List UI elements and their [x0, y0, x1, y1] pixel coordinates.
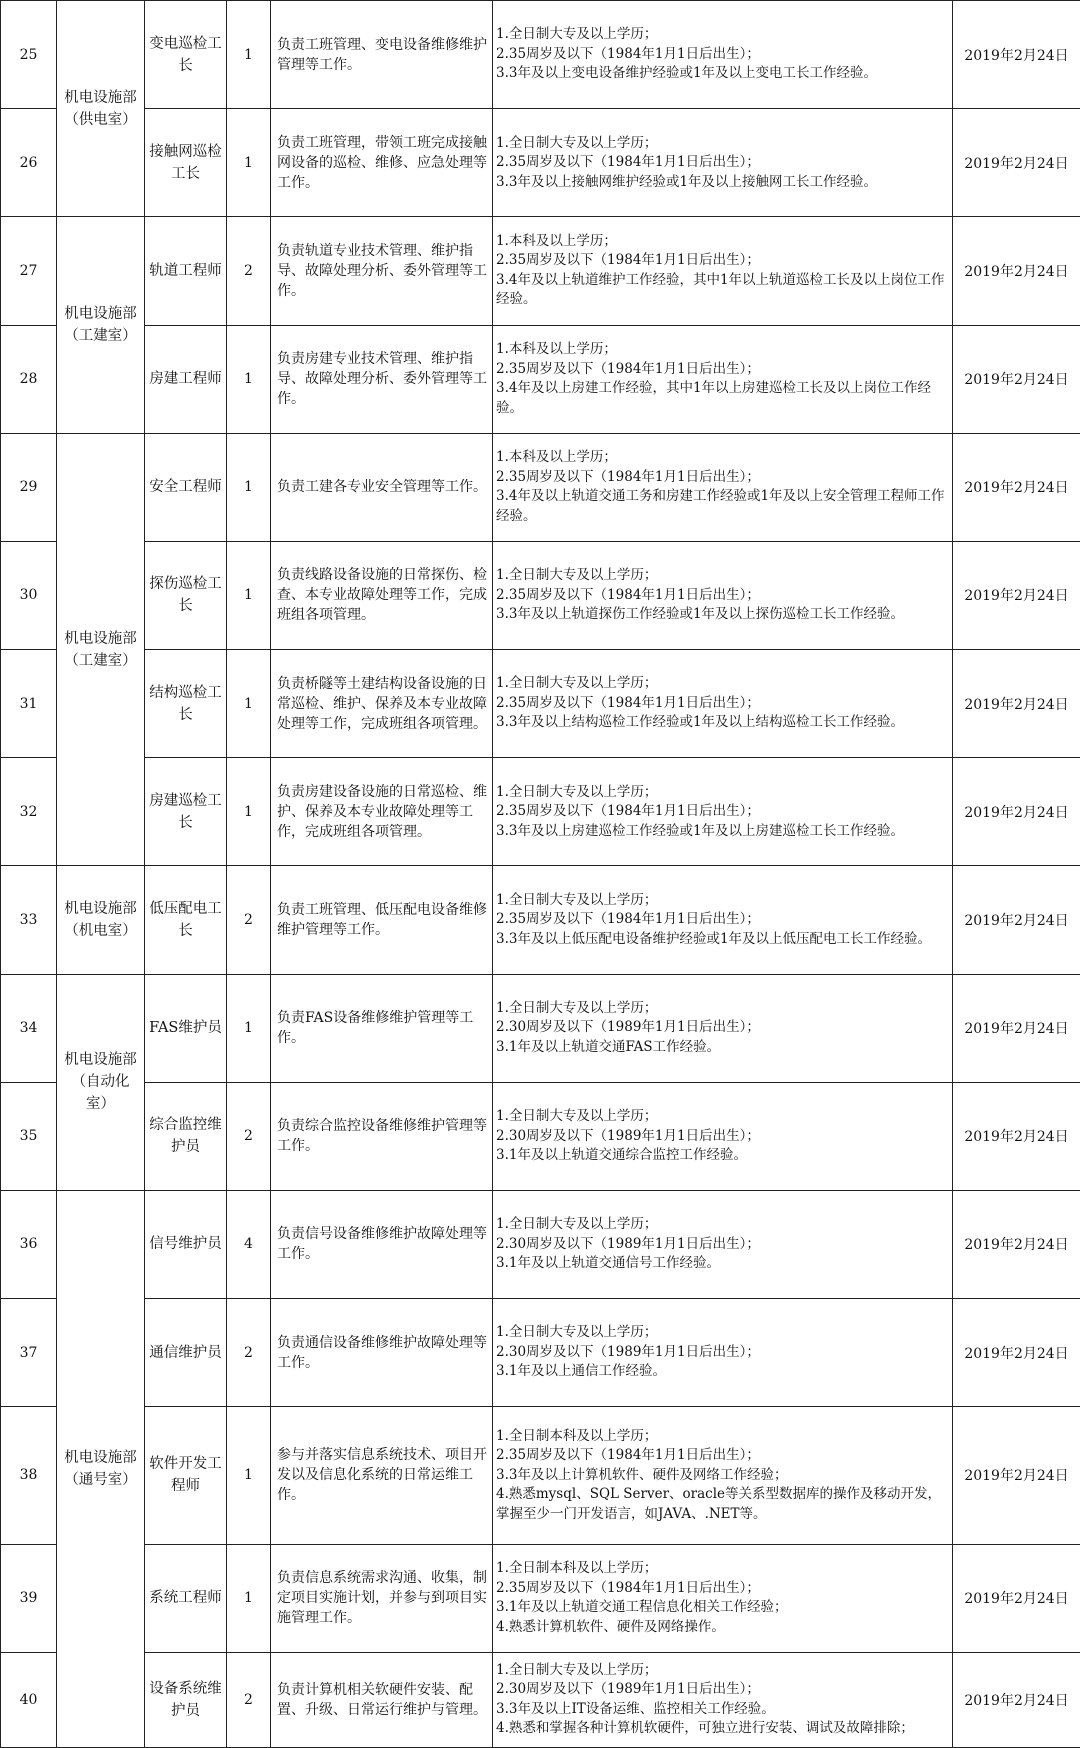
row-number: 30 [1, 541, 57, 649]
post-name: 设备系统维护员 [145, 1652, 227, 1747]
requirement-line: 2.30周岁及以下（1989年1月1日后出生）； [496, 1235, 760, 1252]
requirement-line: 1.全日制大专及以上学历； [496, 1108, 658, 1125]
table-row [1, 109, 1080, 217]
requirement-line: 2.35周岁及以下（1984年1月1日后出生）； [496, 803, 760, 820]
department-cell: 机电设施部（通号室） [57, 1190, 145, 1747]
requirement-line: 3.3年及以上计算机软件、硬件及网络工作经验； [496, 1466, 788, 1483]
requirement-line: 1.全日制大专及以上学历； [496, 567, 658, 584]
post-name: 通信维护员 [145, 1299, 227, 1407]
requirements [493, 1652, 953, 1747]
requirement-line: 1.全日制本科及以上学历； [496, 1427, 658, 1444]
requirement-line: 2.35周岁及以下（1984年1月1日后出生）； [496, 252, 760, 269]
table-row [1, 974, 1080, 1082]
duty-description: 参与并落实信息系统技术、项目开发以及信息化系统的日常运维工作。 [271, 1407, 493, 1544]
duty-description: 负责桥隧等土建结构设备设施的日常巡检、维护、保养及本专业故障处理等工作，完成班组各项管理。 [271, 650, 493, 758]
deadline-date: 2019年2月24日 [953, 217, 1080, 325]
duty-description: 负责工建各专业安全管理等工作。 [271, 433, 493, 541]
deadline-date: 2019年2月24日 [953, 433, 1080, 541]
requirement-line: 3.3年及以上房建巡检工作经验或1年及以上房建巡检工长工作经验。 [496, 822, 905, 839]
requirements [493, 650, 953, 758]
requirement-line: 2.35周岁及以下（1984年1月1日后出生）； [496, 586, 760, 603]
headcount: 2 [227, 1652, 271, 1747]
headcount: 2 [227, 1299, 271, 1407]
post-name: 房建工程师 [145, 325, 227, 433]
duty-description: 负责房建设备设施的日常巡检、维护、保养及本专业故障处理等工作，完成班组各项管理。 [271, 758, 493, 866]
requirement-line: 2.30周岁及以下（1989年1月1日后出生）； [496, 1127, 760, 1144]
post-name: 轨道工程师 [145, 217, 227, 325]
headcount: 1 [227, 650, 271, 758]
requirement-line: 1.全日制本科及以上学历； [496, 1560, 658, 1577]
row-number: 40 [1, 1652, 57, 1747]
requirement-line: 3.4年及以上房建工作经验，其中1年以上房建巡检工长及以上岗位工作经验。 [496, 380, 932, 416]
deadline-date: 2019年2月24日 [953, 1082, 1080, 1190]
row-number: 36 [1, 1190, 57, 1298]
post-name: 变电巡检工长 [145, 1, 227, 109]
requirements [493, 1299, 953, 1407]
requirements [493, 1407, 953, 1544]
requirement-line: 3.3年及以上IT设备运维、监控相关工作经验。 [496, 1700, 775, 1717]
requirement-line: 2.35周岁及以下（1984年1月1日后出生）； [496, 911, 760, 928]
row-number: 31 [1, 650, 57, 758]
row-number: 39 [1, 1544, 57, 1652]
duty-description: 负责工班管理，带领工班完成接触网设备的巡检、维修、应急处理等工作。 [271, 109, 493, 217]
duty-description: 负责综合监控设备维修维护管理等工作。 [271, 1082, 493, 1190]
post-name: 系统工程师 [145, 1544, 227, 1652]
headcount: 1 [227, 1407, 271, 1544]
requirement-line: 1.全日制大专及以上学历； [496, 134, 658, 151]
department-cell: 机电设施部（机电室） [57, 866, 145, 974]
requirement-line: 2.35周岁及以下（1984年1月1日后出生）； [496, 154, 760, 170]
requirements [493, 433, 953, 541]
row-number: 25 [1, 1, 57, 109]
headcount: 1 [227, 541, 271, 649]
requirements [493, 758, 953, 866]
requirements [493, 109, 953, 217]
requirement-line: 1.全日制大专及以上学历； [496, 999, 658, 1016]
requirement-line: 3.3年及以上轨道探伤工作经验或1年及以上探伤巡检工长工作经验。 [496, 606, 905, 623]
requirements [493, 1, 953, 109]
duty-description: 负责工班管理、低压配电设备维修维护管理等工作。 [271, 866, 493, 974]
requirement-line: 3.4年及以上轨道维护工作经验，其中1年以上轨道巡检工长及以上岗位工作经验。 [496, 271, 945, 308]
table-row [1, 325, 1080, 433]
requirement-line: 3.3年及以上变电设备维护经验或1年及以上变电工长工作经验。 [496, 65, 878, 82]
table-row [1, 1082, 1080, 1190]
table-row [1, 1, 1080, 109]
post-name: FAS维护员 [145, 974, 227, 1082]
deadline-date: 2019年2月24日 [953, 325, 1080, 433]
row-number: 35 [1, 1082, 57, 1190]
requirements [493, 1190, 953, 1298]
deadline-date: 2019年2月24日 [953, 1, 1080, 109]
requirement-line: 1.全日制大专及以上学历； [496, 783, 658, 800]
requirement-line: 2.30周岁及以下（1989年1月1日后出生）； [496, 1681, 760, 1698]
requirement-line: 1.全日制大专及以上学历； [496, 1324, 658, 1341]
requirement-line: 2.35周岁及以下（1984年1月1日后出生）； [496, 45, 760, 62]
row-number: 29 [1, 433, 57, 541]
requirements [493, 541, 953, 649]
post-name: 结构巡检工长 [145, 650, 227, 758]
requirement-line: 2.35周岁及以下（1984年1月1日后出生）； [496, 1447, 760, 1464]
requirement-line: 4.熟悉计算机软件、硬件及网络操作。 [496, 1618, 725, 1635]
requirement-line: 3.1年及以上轨道交通综合监控工作经验。 [496, 1147, 747, 1164]
requirement-line: 2.30周岁及以下（1989年1月1日后出生）； [496, 1343, 760, 1360]
requirement-line: 2.35周岁及以下（1984年1月1日后出生）； [496, 694, 760, 711]
headcount: 1 [227, 1, 271, 109]
table-row [1, 1652, 1080, 1747]
deadline-date: 2019年2月24日 [953, 1652, 1080, 1747]
headcount: 1 [227, 325, 271, 433]
headcount: 1 [227, 974, 271, 1082]
deadline-date: 2019年2月24日 [953, 541, 1080, 649]
duty-description: 负责轨道专业技术管理、维护指导、故障处理分析、委外管理等工作。 [271, 217, 493, 325]
deadline-date: 2019年2月24日 [953, 1299, 1080, 1407]
table-row [1, 758, 1080, 866]
table-row [1, 1190, 1080, 1298]
deadline-date: 2019年2月24日 [953, 866, 1080, 974]
requirement-line: 3.1年及以上轨道交通工程信息化相关工作经验； [496, 1599, 788, 1616]
post-name: 房建巡检工长 [145, 758, 227, 866]
headcount: 2 [227, 866, 271, 974]
requirements [493, 1082, 953, 1190]
table-row [1, 433, 1080, 541]
duty-description: 负责房建专业技术管理、维护指导、故障处理分析、委外管理等工作。 [271, 325, 493, 433]
deadline-date: 2019年2月24日 [953, 650, 1080, 758]
post-name: 接触网巡检工长 [145, 109, 227, 217]
table-row [1, 541, 1080, 649]
headcount: 2 [227, 217, 271, 325]
requirement-line: 4.熟悉和掌握各种计算机软硬件，可独立进行安装、调试及故障排除； [496, 1720, 914, 1737]
row-number: 26 [1, 109, 57, 217]
post-name: 低压配电工长 [145, 866, 227, 974]
requirement-line: 4.熟悉mysql、SQL Server、oracle等关系型数据库的操作及移动开发，掌握至少一门开发语言，如JAVA、.NET等。 [496, 1486, 942, 1522]
requirement-line: 1.全日制大专及以上学历； [496, 891, 658, 908]
requirement-line: 2.35周岁及以下（1984年1月1日后出生）； [496, 1579, 760, 1596]
duty-description: 负责FAS设备维修维护管理等工作。 [271, 974, 493, 1082]
requirement-line: 3.4年及以上轨道交通工务和房建工作经验或1年及以上安全管理工程师工作经验。 [496, 488, 945, 524]
requirement-line: 1.本科及以上学历； [496, 232, 617, 249]
requirements [493, 974, 953, 1082]
deadline-date: 2019年2月24日 [953, 109, 1080, 217]
requirements [493, 1544, 953, 1652]
requirement-line: 3.3年及以上接触网维护经验或1年及以上接触网工长工作经验。 [496, 173, 878, 190]
duty-description: 负责信号设备维修维护故障处理等工作。 [271, 1190, 493, 1298]
row-number: 34 [1, 974, 57, 1082]
requirement-line: 2.30周岁及以下（1989年1月1日后出生）； [496, 1019, 760, 1036]
headcount: 4 [227, 1190, 271, 1298]
table-row [1, 217, 1080, 325]
table-row [1, 650, 1080, 758]
duty-description: 负责通信设备维修维护故障处理等工作。 [271, 1299, 493, 1407]
requirement-line: 1.全日制大专及以上学历； [496, 1661, 658, 1678]
requirement-line: 1.全日制大专及以上学历； [496, 675, 658, 692]
duty-description: 负责计算机相关软硬件安装、配置、升级、日常运行维护与管理。 [271, 1652, 493, 1747]
table-row [1, 1407, 1080, 1544]
row-number: 27 [1, 217, 57, 325]
table-row [1, 1544, 1080, 1652]
post-name: 软件开发工程师 [145, 1407, 227, 1544]
requirement-line: 3.1年及以上轨道交通信号工作经验。 [496, 1255, 720, 1272]
deadline-date: 2019年2月24日 [953, 1407, 1080, 1544]
table-row [1, 1299, 1080, 1407]
deadline-date: 2019年2月24日 [953, 758, 1080, 866]
row-number: 28 [1, 325, 57, 433]
requirement-line: 2.35周岁及以下（1984年1月1日后出生）； [496, 360, 760, 377]
requirement-line: 2.35周岁及以下（1984年1月1日后出生）； [496, 468, 760, 485]
department-cell: 机电设施部（自动化室） [57, 974, 145, 1190]
department-cell: 机电设施部（工建室） [57, 217, 145, 433]
table-row [1, 866, 1080, 974]
requirement-line: 1.全日制大专及以上学历； [496, 1216, 658, 1233]
duty-description: 负责线路设备设施的日常探伤、检查、本专业故障处理等工作，完成班组各项管理。 [271, 541, 493, 649]
requirements [493, 866, 953, 974]
requirements [493, 325, 953, 433]
requirement-line: 3.1年及以上通信工作经验。 [496, 1363, 666, 1380]
requirement-line: 1.本科及以上学历； [496, 341, 617, 358]
duty-description: 负责信息系统需求沟通、收集，制定项目实施计划，并参与到项目实施管理工作。 [271, 1544, 493, 1652]
requirement-line: 3.1年及以上轨道交通FAS工作经验。 [496, 1038, 721, 1055]
department-cell: 机电设施部（工建室） [57, 433, 145, 866]
requirement-line: 3.3年及以上结构巡检工作经验或1年及以上结构巡检工长工作经验。 [496, 714, 905, 731]
headcount: 1 [227, 758, 271, 866]
requirement-line: 1.全日制大专及以上学历； [496, 26, 658, 43]
row-number: 32 [1, 758, 57, 866]
headcount: 1 [227, 109, 271, 217]
department-cell: 机电设施部（供电室） [57, 1, 145, 217]
row-number: 37 [1, 1299, 57, 1407]
post-name: 探伤巡检工长 [145, 541, 227, 649]
deadline-date: 2019年2月24日 [953, 1544, 1080, 1652]
deadline-date: 2019年2月24日 [953, 1190, 1080, 1298]
post-name: 信号维护员 [145, 1190, 227, 1298]
requirements [493, 217, 953, 325]
requirement-line: 1.本科及以上学历； [496, 449, 617, 466]
post-name: 综合监控维护员 [145, 1082, 227, 1190]
duty-description: 负责工班管理、变电设备维修维护管理等工作。 [271, 1, 493, 109]
requirement-line: 3.3年及以上低压配电设备维护经验或1年及以上低压配电工长工作经验。 [496, 930, 932, 947]
post-name: 安全工程师 [145, 433, 227, 541]
headcount: 2 [227, 1082, 271, 1190]
headcount: 1 [227, 433, 271, 541]
row-number: 38 [1, 1407, 57, 1544]
row-number: 33 [1, 866, 57, 974]
deadline-date: 2019年2月24日 [953, 974, 1080, 1082]
headcount: 1 [227, 1544, 271, 1652]
